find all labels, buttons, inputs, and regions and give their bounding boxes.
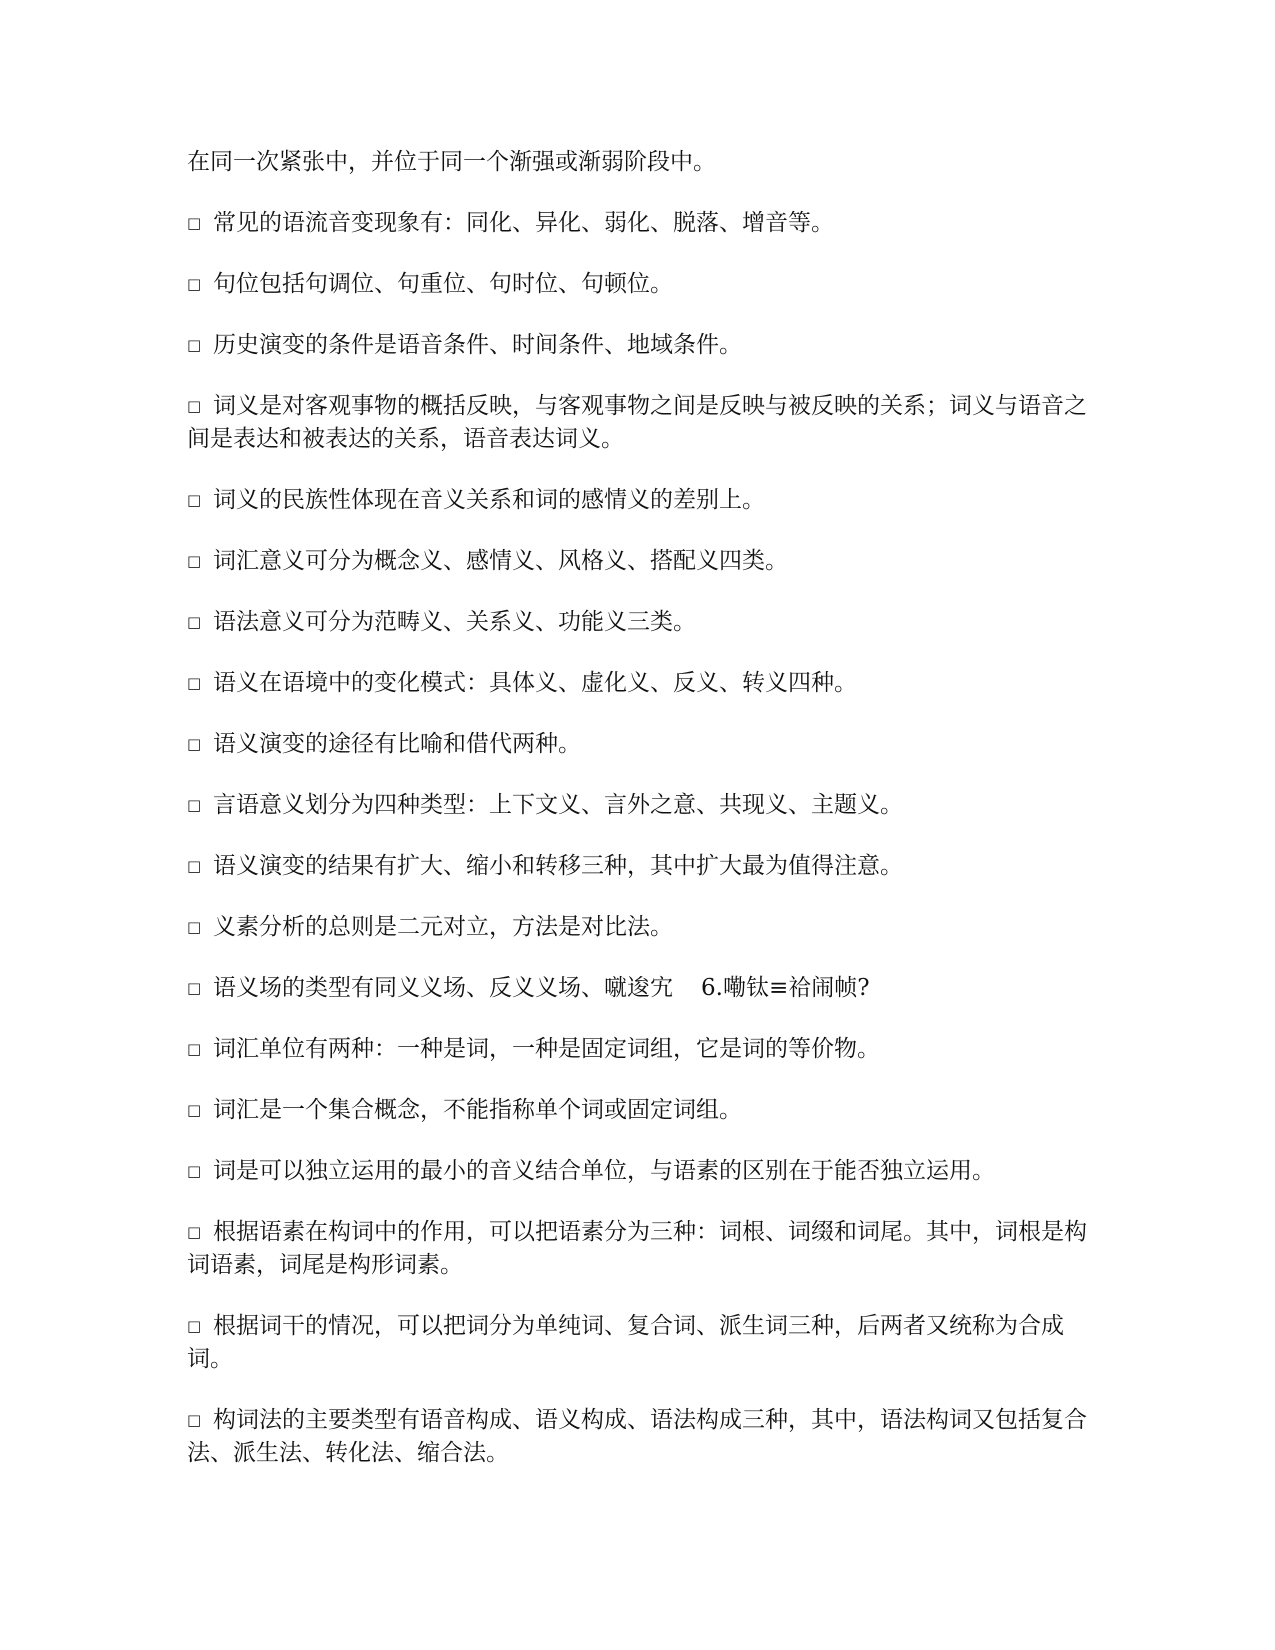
list-item-text: 句位包括句调位、句重位、句时位、句顿位。 (213, 271, 673, 297)
list-item-text: 根据词干的情况，可以把词分为单纯词、复合词、派生词三种，后两者又统称为合成词。 (187, 1313, 1064, 1372)
list-item-text: 词义的民族性体现在音义关系和词的感情义的差别上。 (213, 487, 765, 513)
list-item (187, 789, 1092, 822)
bullet-icon: □ (187, 336, 202, 354)
bullet-icon: □ (187, 1317, 202, 1335)
bullet-icon: □ (187, 1101, 202, 1119)
bullet-icon: □ (187, 796, 202, 814)
list-item (187, 667, 1092, 700)
bullet-icon: □ (187, 735, 202, 753)
list-item (187, 1216, 1092, 1282)
list-item-text: 词汇意义可分为概念义、感情义、风格义、搭配义四类。 (213, 548, 788, 574)
list-item (187, 850, 1092, 883)
document-body (187, 146, 1092, 1498)
list-item-garbled (187, 972, 1092, 1005)
list-item-text: 义素分析的总则是二元对立，方法是对比法。 (213, 914, 673, 940)
bullet-icon: □ (187, 491, 202, 509)
bullet-icon: □ (187, 1040, 202, 1058)
bullet-icon: □ (187, 1162, 202, 1180)
list-item (187, 390, 1092, 456)
list-item-text: 语义演变的途径有比喻和借代两种。 (213, 731, 581, 757)
list-item (187, 1155, 1092, 1188)
list-item-text: 言语意义划分为四种类型：上下文义、言外之意、共现义、主题义。 (213, 792, 903, 818)
list-item-text: 语法意义可分为范畴义、关系义、功能义三类。 (213, 609, 696, 635)
bullet-icon: □ (187, 979, 202, 997)
list-item-text: 语义在语境中的变化模式：具体义、虚化义、反义、转义四种。 (213, 670, 857, 696)
list-item (187, 268, 1092, 301)
list-item (187, 606, 1092, 639)
list-item-text: 词是可以独立运用的最小的音义结合单位，与语素的区别在于能否独立运用。 (213, 1158, 995, 1184)
list-item (187, 207, 1092, 240)
list-item-text: 语义场的类型有同义义场、反义义场、噈逡宄 (213, 975, 673, 1001)
list-item-text: 词义是对客观事物的概括反映，与客观事物之间是反映与被反映的关系；词义与语音之间是表达和被表达的关系，语音表达词义。 (187, 393, 1087, 452)
list-item (187, 484, 1092, 517)
list-item-text: 历史演变的条件是语音条件、时间条件、地域条件。 (213, 332, 742, 358)
list-item-text: 构词法的主要类型有语音构成、语义构成、语法构成三种，其中，语法构词又包括复合法、派生法、转化法、缩合法。 (187, 1407, 1087, 1466)
list-item-garbled-tail: 6.嘞钛≡祫闹帧? (701, 975, 870, 1001)
list-item (187, 1404, 1092, 1470)
bullet-icon: □ (187, 674, 202, 692)
bullet-icon: □ (187, 397, 202, 415)
list-item (187, 1310, 1092, 1376)
list-item-text: 词汇单位有两种：一种是词，一种是固定词组，它是词的等价物。 (213, 1036, 880, 1062)
list-item (187, 545, 1092, 578)
list-item-text: 常见的语流音变现象有：同化、异化、弱化、脱落、增音等。 (213, 210, 834, 236)
list-item-text: 语义演变的结果有扩大、缩小和转移三种，其中扩大最为值得注意。 (213, 853, 903, 879)
bullet-icon: □ (187, 552, 202, 570)
list-item (187, 1094, 1092, 1127)
list-item-text: 词汇是一个集合概念，不能指称单个词或固定词组。 (213, 1097, 742, 1123)
bullet-icon: □ (187, 857, 202, 875)
list-item (187, 329, 1092, 362)
intro-paragraph: 在同一次紧张中，并位于同一个渐强或渐弱阶段中。 (187, 149, 716, 175)
bullet-icon: □ (187, 1411, 202, 1429)
bullet-icon: □ (187, 275, 202, 293)
bullet-icon: □ (187, 613, 202, 631)
list-item (187, 911, 1092, 944)
bullet-icon: □ (187, 918, 202, 936)
bullet-icon: □ (187, 214, 202, 232)
list-item-text: 根据语素在构词中的作用，可以把语素分为三种：词根、词缀和词尾。其中，词根是构词语素，词尾是构形词素。 (187, 1219, 1087, 1278)
bullet-icon: □ (187, 1223, 202, 1241)
list-item (187, 1033, 1092, 1066)
list-item (187, 728, 1092, 761)
